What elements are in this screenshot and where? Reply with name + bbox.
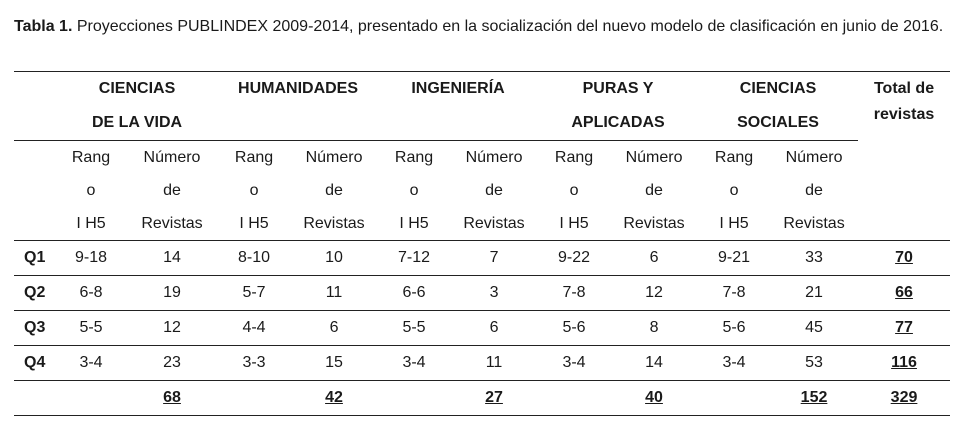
subheader-numero: Número bbox=[305, 148, 363, 166]
cell: 9-21 bbox=[698, 241, 770, 276]
subheader-rango: Rang bbox=[71, 148, 111, 166]
subheader-numero: de bbox=[163, 181, 181, 199]
cell: 8 bbox=[610, 311, 698, 346]
column-total: 68 bbox=[126, 381, 218, 416]
subheader-numero: de bbox=[805, 181, 823, 199]
subheader-rango: Rang bbox=[234, 148, 274, 166]
subheader-rango: Rang bbox=[394, 148, 434, 166]
cell: 7 bbox=[450, 241, 538, 276]
cell: 5-5 bbox=[378, 311, 450, 346]
cell: 7-8 bbox=[538, 276, 610, 311]
publindex-table bbox=[14, 71, 950, 416]
subheader-rango: o bbox=[249, 181, 259, 199]
subheader-rango: o bbox=[86, 181, 96, 199]
cell: 3-4 bbox=[378, 346, 450, 381]
cell: 5-6 bbox=[538, 311, 610, 346]
total-header-line2: revistas bbox=[873, 106, 935, 123]
cell: 5-7 bbox=[218, 276, 290, 311]
cell: 5-5 bbox=[56, 311, 126, 346]
subheader-numero: de bbox=[645, 181, 663, 199]
cell: 21 bbox=[770, 276, 858, 311]
group-header-line2 bbox=[218, 106, 378, 141]
quartile-label: Q4 bbox=[14, 346, 56, 381]
subheader-rango: o bbox=[409, 181, 419, 199]
table-row bbox=[14, 276, 950, 311]
cell: 6 bbox=[290, 311, 378, 346]
table-caption bbox=[14, 17, 959, 37]
subheader-numero: Revistas bbox=[450, 207, 538, 241]
cell: 7-12 bbox=[378, 241, 450, 276]
cell: 9-22 bbox=[538, 241, 610, 276]
subheader-numero: Revistas bbox=[126, 207, 218, 241]
cell: 11 bbox=[450, 346, 538, 381]
cell: 12 bbox=[126, 311, 218, 346]
subheader-rango: I H5 bbox=[378, 207, 450, 241]
group-header: INGENIERÍA bbox=[378, 72, 538, 107]
subheader-rango: I H5 bbox=[538, 207, 610, 241]
total-header-line1: Total de bbox=[858, 72, 950, 107]
quartile-label: Q2 bbox=[14, 276, 56, 311]
cell: 14 bbox=[126, 241, 218, 276]
row-total: 77 bbox=[858, 311, 950, 346]
cell: 19 bbox=[126, 276, 218, 311]
cell: 8-10 bbox=[218, 241, 290, 276]
cell: 6 bbox=[450, 311, 538, 346]
cell: 5-6 bbox=[698, 311, 770, 346]
cell: 9-18 bbox=[56, 241, 126, 276]
cell: 14 bbox=[610, 346, 698, 381]
cell: 45 bbox=[770, 311, 858, 346]
cell: 6 bbox=[610, 241, 698, 276]
column-total: 40 bbox=[610, 381, 698, 416]
table-row bbox=[14, 311, 950, 346]
group-header-row-1 bbox=[14, 72, 950, 107]
group-header-row-2 bbox=[14, 106, 950, 141]
table-row bbox=[14, 346, 950, 381]
cell: 12 bbox=[610, 276, 698, 311]
subheader-numero: Número bbox=[143, 148, 201, 166]
row-total: 70 bbox=[858, 241, 950, 276]
quartile-label: Q1 bbox=[14, 241, 56, 276]
cell: 3-4 bbox=[698, 346, 770, 381]
grand-total: 329 bbox=[858, 381, 950, 416]
subheader-numero: de bbox=[485, 181, 503, 199]
cell: 53 bbox=[770, 346, 858, 381]
subheader-rango: I H5 bbox=[56, 207, 126, 241]
group-header-line2: APLICADAS bbox=[538, 106, 698, 141]
column-total: 27 bbox=[450, 381, 538, 416]
group-header-line2: DE LA VIDA bbox=[56, 106, 218, 141]
column-total: 152 bbox=[770, 381, 858, 416]
group-header: CIENCIAS bbox=[56, 72, 218, 107]
cell: 15 bbox=[290, 346, 378, 381]
cell: 33 bbox=[770, 241, 858, 276]
subheader-rango: I H5 bbox=[218, 207, 290, 241]
subheader-row-2 bbox=[14, 174, 950, 207]
cell: 23 bbox=[126, 346, 218, 381]
cell: 3 bbox=[450, 276, 538, 311]
cell: 11 bbox=[290, 276, 378, 311]
subheader-numero: Revistas bbox=[290, 207, 378, 241]
subheader-numero: Número bbox=[625, 148, 683, 166]
group-header: CIENCIAS bbox=[698, 72, 858, 107]
row-total: 116 bbox=[858, 346, 950, 381]
group-header: PURAS Y bbox=[538, 72, 698, 107]
column-total: 42 bbox=[290, 381, 378, 416]
cell: 6-8 bbox=[56, 276, 126, 311]
totals-row bbox=[14, 381, 950, 416]
group-header-line2: SOCIALES bbox=[698, 106, 858, 141]
subheader-rango: Rang bbox=[554, 148, 594, 166]
subheader-numero: Revistas bbox=[610, 207, 698, 241]
subheader-rango: o bbox=[729, 181, 739, 199]
caption-label: Tabla 1. bbox=[14, 18, 73, 35]
subheader-row-1 bbox=[14, 141, 950, 175]
cell: 4-4 bbox=[218, 311, 290, 346]
quartile-label: Q3 bbox=[14, 311, 56, 346]
subheader-rango: Rang bbox=[714, 148, 754, 166]
subheader-rango: I H5 bbox=[698, 207, 770, 241]
row-total: 66 bbox=[858, 276, 950, 311]
group-header-line2 bbox=[378, 106, 538, 141]
caption-text: Proyecciones PUBLINDEX 2009-2014, presentado en la socialización del nuevo modelo de clasificación en junio de 2016. bbox=[72, 18, 944, 35]
cell: 7-8 bbox=[698, 276, 770, 311]
subheader-numero: de bbox=[325, 181, 343, 199]
cell: 10 bbox=[290, 241, 378, 276]
subheader-numero: Número bbox=[785, 148, 843, 166]
subheader-numero: Número bbox=[465, 148, 523, 166]
table-row bbox=[14, 241, 950, 276]
cell: 3-3 bbox=[218, 346, 290, 381]
cell: 6-6 bbox=[378, 276, 450, 311]
cell: 3-4 bbox=[56, 346, 126, 381]
cell: 3-4 bbox=[538, 346, 610, 381]
subheader-rango: o bbox=[569, 181, 579, 199]
group-header: HUMANIDADES bbox=[218, 72, 378, 107]
subheader-numero: Revistas bbox=[770, 207, 858, 241]
subheader-row-3 bbox=[14, 207, 950, 241]
